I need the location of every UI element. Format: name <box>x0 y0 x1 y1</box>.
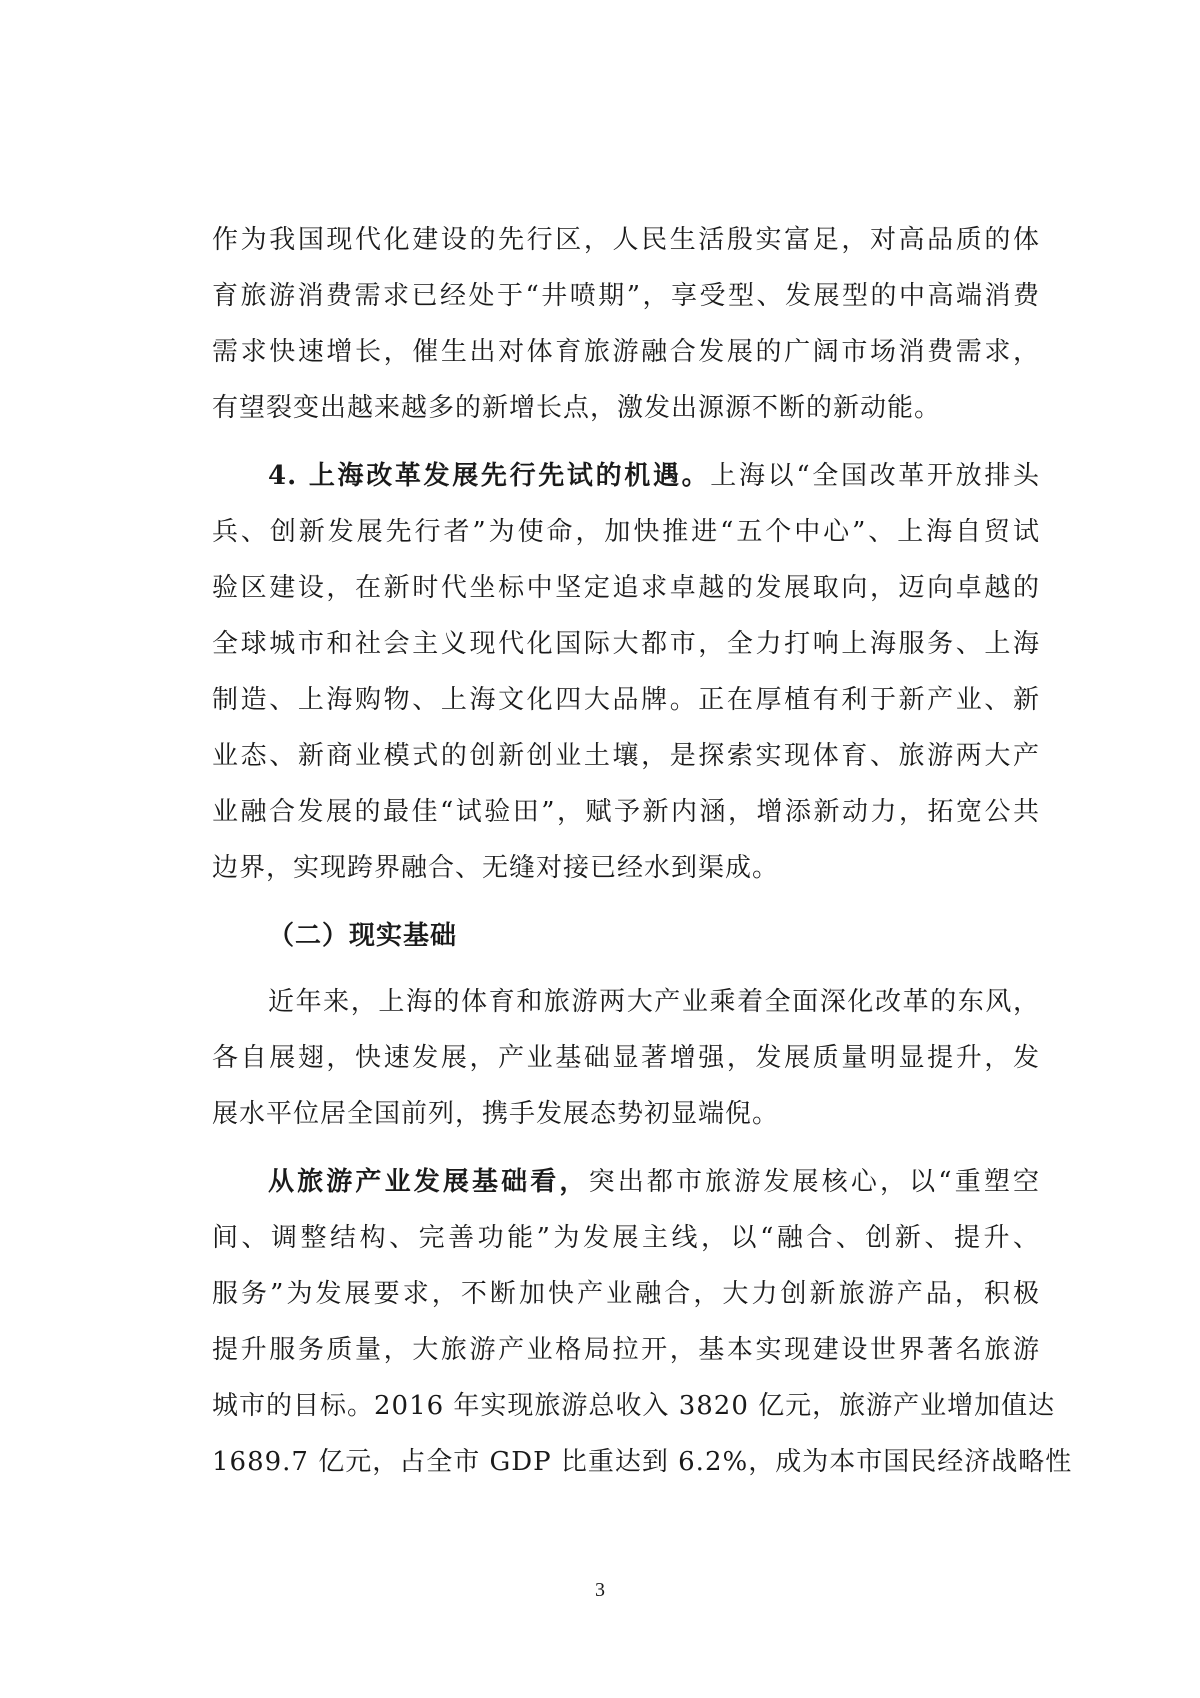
paragraph-2-lead: 4. 上海改革发展先行先试的机遇。 <box>268 461 711 491</box>
paragraph-2-line-8: 边界，实现跨界融合、无缝对接已经水到渠成。 <box>212 853 780 883</box>
section-heading: （二）现实基础 <box>268 921 458 951</box>
paragraph-3-line-2: 各自展翅，快速发展，产业基础显著增强，发展质量明显提升，发 <box>212 1043 1040 1073</box>
paragraph-2-line-4: 全球城市和社会主义现代化国际大都市，全力打响上海服务、上海 <box>212 629 1040 659</box>
paragraph-1-line-2: 育旅游消费需求已经处于“井喷期”，享受型、发展型的中高端消费 <box>212 281 1040 311</box>
page-number: 3 <box>595 1579 605 1601</box>
paragraph-3-line-1: 近年来，上海的体育和旅游两大产业乘着全面深化改革的东风， <box>268 987 1040 1017</box>
paragraph-4-line-2: 间、调整结构、完善功能”为发展主线，以“融合、创新、提升、 <box>212 1223 1040 1253</box>
paragraph-4-line-1 <box>268 1162 1040 1202</box>
paragraph-4-line-3: 服务”为发展要求，不断加快产业融合，大力创新旅游产品，积极 <box>212 1279 1040 1309</box>
paragraph-2-line-5: 制造、上海购物、上海文化四大品牌。正在厚植有利于新产业、新 <box>212 685 1040 715</box>
paragraph-2-line-7: 业融合发展的最佳“试验田”，赋予新内涵，增添新动力，拓宽公共 <box>212 797 1040 827</box>
paragraph-2-line-6: 业态、新商业模式的创新创业土壤，是探索实现体育、旅游两大产 <box>212 741 1040 771</box>
paragraph-4-line-5: 城市的目标。2016 年实现旅游总收入 3820 亿元，旅游产业增加值达 <box>212 1391 1056 1421</box>
paragraph-2-line-2: 兵、创新发展先行者”为使命，加快推进“五个中心”、上海自贸试 <box>212 517 1040 547</box>
paragraph-2-first-rest: 上海以“全国改革开放排头 <box>710 461 1040 491</box>
paragraph-4-lead: 从旅游产业发展基础看， <box>268 1167 589 1197</box>
paragraph-4-first-rest: 突出都市旅游发展核心，以“重塑空 <box>588 1167 1040 1197</box>
paragraph-1-line-3: 需求快速增长，催生出对体育旅游融合发展的广阔市场消费需求， <box>212 337 1040 367</box>
paragraph-2-line-1 <box>268 456 1040 496</box>
paragraph-2-line-3: 验区建设，在新时代坐标中坚定追求卓越的发展取向，迈向卓越的 <box>212 573 1040 603</box>
paragraph-1-line-1: 作为我国现代化建设的先行区，人民生活殷实富足，对高品质的体 <box>212 225 1040 255</box>
paragraph-4-line-4: 提升服务质量，大旅游产业格局拉开，基本实现建设世界著名旅游 <box>212 1335 1040 1365</box>
paragraph-4-line-6: 1689.7 亿元，占全市 GDP 比重达到 6.2%，成为本市国民经济战略性 <box>212 1447 1073 1477</box>
paragraph-1-line-4: 有望裂变出越来越多的新增长点，激发出源源不断的新动能。 <box>212 393 942 423</box>
paragraph-3-line-3: 展水平位居全国前列，携手发展态势初显端倪。 <box>212 1099 780 1129</box>
